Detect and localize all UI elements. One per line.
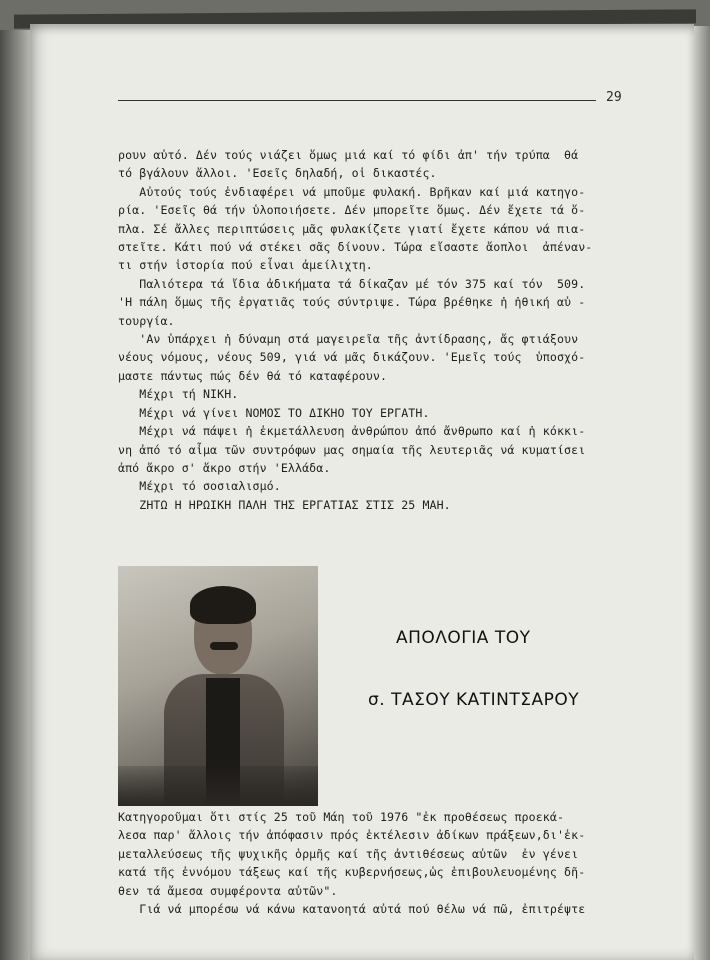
body-line: μεταλλεύσεως τῆς ψυχικῆς ὁρμῆς καί τῆς ἀντιθέσεως αὐτῶν ἐν γένει bbox=[118, 846, 579, 861]
section-title: ΑΠΟΛΟΓΙΑ ΤΟΥ bbox=[396, 628, 531, 648]
body-line: 'Η πάλη ὅμως τῆς ἐργατιᾶς τούς σύντριψε. Τώρα βρέθηκε ἡ ἠθική αὐ - bbox=[118, 295, 586, 310]
body-text bbox=[118, 146, 628, 514]
body-line: πλα. Σέ ἄλλες περιπτώσεις μᾶς φυλακίζετε γιατί ἔχετε κάπου νά πια- bbox=[118, 221, 586, 236]
body-line: Μέχρι νά γίνει ΝΟΜΟΣ ΤΟ ΔΙΚΗΟ ΤΟΥ ΕΡΓΑΤΗ. bbox=[118, 405, 430, 420]
body-line: νη ἀπό τό αἷμα τῶν συντρόφων μας σημαία τῆς λευτεριᾶς νά κυματίσει bbox=[118, 442, 586, 457]
body-line: θεν τά ἄμεσα συμφέροντα αὐτῶν". bbox=[118, 883, 338, 898]
body-line: ἀπό ἄκρο σ' ἄκρο στήν 'Ελλάδα. bbox=[118, 460, 331, 475]
body-line: Γιά νά μπορέσω νά κάνω κατανοητά αὐτά πού θέλω νά πῶ, ἐπιτρέψτε bbox=[118, 902, 586, 917]
body-line: Παλιότερα τά ἴδια ἀδικήματα τά δίκαζαν μέ τόν 375 καί τόν 509. bbox=[118, 276, 586, 291]
lower-body-text bbox=[118, 808, 628, 918]
body-line: Μέχρι τή ΝΙΚΗ. bbox=[118, 387, 239, 402]
body-line: ρία. 'Εσεῖς θά τήν ὑλοποιήσετε. Δέν μπορεῖτε ὅμως. Δέν ἔχετε τά ὅ- bbox=[118, 203, 586, 218]
body-line: Μέχρι τό σοσιαλισμό. bbox=[118, 479, 281, 494]
body-line: μαστε πάντως πώς δέν θά τό καταφέρουν. bbox=[118, 368, 388, 383]
body-line: τι στήν ἱστορία πού εἶναι ἀμείλιχτη. bbox=[118, 258, 373, 273]
body-line: κατά τῆς ἐννόμου τάξεως καί τῆς κυβερνήσεως,ὡς ἐπιβουλευομένης δῆ- bbox=[118, 865, 586, 880]
photo-moustache bbox=[210, 642, 238, 650]
body-line: Μέχρι νά πάψει ἡ ἐκμετάλλευση ἀνθρώπου ἀπό ἄνθρωπο καί ἡ κόκκι- bbox=[118, 424, 586, 439]
photo-hair bbox=[190, 586, 256, 624]
body-line: τουργία. bbox=[118, 313, 175, 328]
body-line: νέους νόμους, νέους 509, γιά νά μᾶς δικάζουν. 'Εμεῖς τούς ὑποσχό- bbox=[118, 350, 586, 365]
photo-crowd bbox=[118, 766, 318, 806]
body-line: λεσα παρ' ἄλλοις τήν ἀπόφασιν πρός ἐκτέλεσιν ἀδίκων πράξεων,δι'ἐκ- bbox=[118, 828, 586, 843]
body-line: στεῖτε. Κάτι πού νά στέκει σᾶς δίνουν. Τώρα εἴσαστε ἄοπλοι ἀπέναν- bbox=[118, 240, 593, 255]
portrait-photo bbox=[118, 566, 318, 806]
body-line: τό βγάλουν ἄλλοι. 'Εσεῖς δηλαδή, οἱ δικαστές. bbox=[118, 166, 437, 181]
body-line: ρουν αὐτό. Δέν τούς νιάζει ὅμως μιά καί τό φίδι ἀπ' τήν τρύπα θά bbox=[118, 148, 579, 162]
body-line: ΖΗΤΩ Η ΗΡΩΙΚΗ ΠΑΛΗ ΤΗΣ ΕΡΓΑΤΙΑΣ ΣΤΙΣ 25 ΜΑΗ. bbox=[118, 497, 451, 512]
section-subtitle: σ. ΤΑΣΟΥ ΚΑΤΙΝΤΣΑΡΟΥ bbox=[368, 690, 580, 710]
book-spine-shadow bbox=[0, 30, 32, 960]
header-rule bbox=[118, 100, 596, 101]
body-line: Κατηγοροῦμαι ὅτι στίς 25 τοῦ Μάη τοῦ 1976 "ἐκ προθέσεως προεκά- bbox=[118, 810, 565, 824]
body-line: Αὐτούς τούς ἐνδιαφέρει νά μποῦμε φυλακή. Βρῆκαν καί μιά κατηγο- bbox=[118, 184, 586, 199]
page-right-edge bbox=[692, 26, 710, 960]
page-number: 29 bbox=[606, 90, 622, 105]
body-line: 'Αν ὑπάρχει ἡ δύναμη στά μαγειρεῖα τῆς ἀντίδρασης, ἄς φτιάξουν bbox=[118, 332, 579, 347]
